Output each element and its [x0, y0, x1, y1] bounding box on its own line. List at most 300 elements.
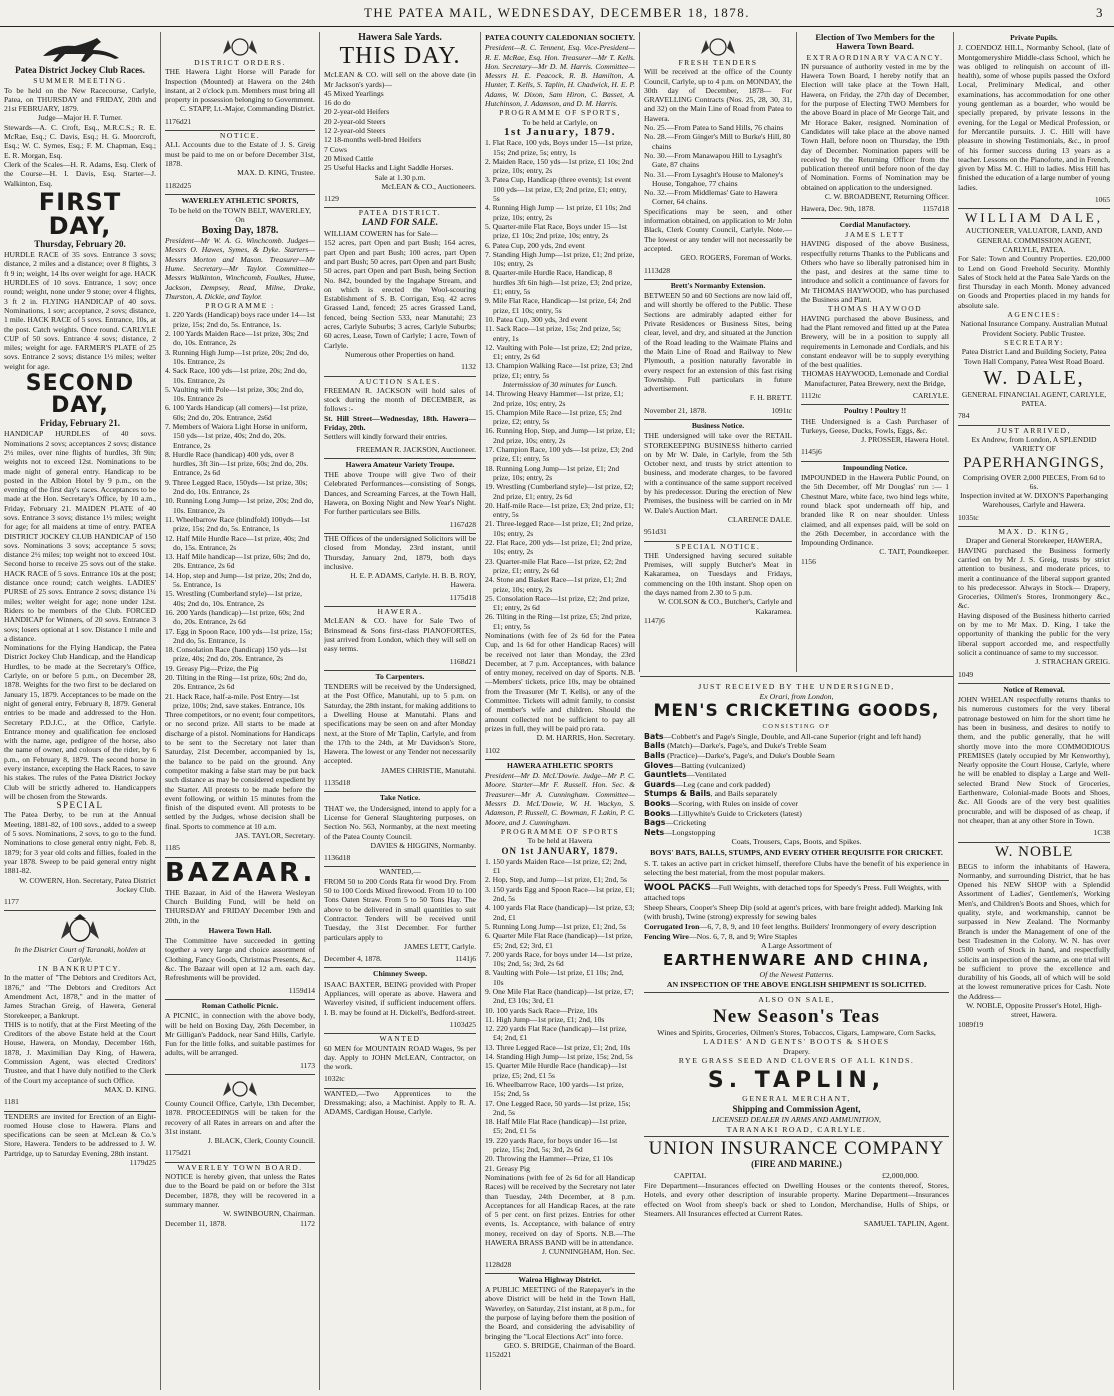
cricket-item-detail: —Cobbett's and Page's Single, Double, and All-cane Superior (right and left hand) — [663, 731, 921, 741]
cricket-item — [644, 741, 949, 751]
cricket-item-detail: —Lillywhite's Guide to Cricketers (latest) — [670, 808, 802, 818]
cricket-item-detail: (Match)—Darke's, Page's, and Duke's Treble Seam — [665, 741, 827, 751]
list-item: 20. Half-mile Race—1st prize, £3; 2nd prize, £1; entry, 5s — [485, 500, 634, 520]
solicitors-text: THE Offices of the undersigned Solicitors will be closed from Monday, 23rd instant, until Thursday, January 2nd, 1879, both days inclusive. — [324, 533, 476, 571]
solicitors-signature: H. E. P. ADAMS, Carlyle. H. B. B. ROY, Hawera. — [350, 571, 476, 590]
cricket-item — [644, 761, 949, 771]
fire-marine: (FIRE AND MARINE.) — [751, 1159, 842, 1170]
general-merchant: GENERAL MERCHANT, — [742, 1094, 851, 1103]
agencies-text: National Insurance Company. Australian Mutual Provident Society. Public Trustee. — [960, 319, 1108, 338]
wanted-signature: JAMES LETT, Carlyle. — [404, 941, 476, 951]
bankruptcy-title: IN BANKRUPTCY. — [38, 964, 122, 974]
ref-1132: 1132 — [324, 359, 476, 376]
william-dale-sub: AUCTIONEER, VALUATOR, LAND, AND GENERAL COMMISSION AGENT, CARLYLE, PATEA. — [965, 226, 1103, 254]
cricket-item — [644, 818, 949, 828]
column-rule — [639, 32, 640, 672]
ref-1172: 1172 — [300, 1218, 315, 1228]
auction-text: FREEMAN R. JACKSON will hold sales of stock during the month of DECEMBER, as follows :- — [324, 385, 476, 414]
pianoforte-text: McLEAN & CO. have for Sale Two of Brinsmead & Sons first-class PIANOFORTES, just arrived from London, which they will sell on easy terms. — [324, 616, 476, 654]
list-item: 2. Maiden Race, 150 yds—1st prize, £1 10s; 2nd prize, 10s; entry, 2s — [485, 156, 634, 176]
caledonian-programme-list-2 — [485, 389, 635, 631]
max-king-sub: Draper and General Storekeeper, HAWERA, — [965, 536, 1103, 546]
secretary-title: SECRETARY: — [1004, 337, 1064, 347]
haywood-name: THOMAS HAYWOOD — [827, 304, 923, 314]
ref-1112: 1112tc — [801, 390, 822, 400]
ref-1181: 1181 — [4, 1094, 156, 1111]
ref-1167: 1167d28 — [324, 517, 476, 534]
brett-signature: F. H. BRETT. — [749, 393, 792, 403]
list-item: 14. Throwing Heavy Hammer—1st prize, £1; 2nd prize, 10s; entry, 2s — [485, 389, 624, 408]
auction-title: AUCTION SALES. — [358, 376, 442, 386]
list-item: 16. Running Hop, Step, and Jump—1st prize, £1; 2nd prize, 10s; entry, 2s — [485, 426, 635, 445]
also-on-sale: ALSO ON SALE, — [758, 995, 835, 1005]
list-item: 8. Quarter-mile Hurdle Race, Handicap, 8 hurdles 3ft 6in high—1st prize, £3; 2nd prize, £1; entry, 5s — [485, 268, 632, 297]
caledonian-officers: President—R. C. Tennent, Esq. Vice-President—R. E. McRae, Esq. Hon. Treasurer—Mr T. Kells. Hon. Secretary—Mr D. M. Harris. Committee—Messrs H. E. Peacock, R. B. Hamilton, A. Hunter, T. Kells, S. Taplin, H. Chadwick, H. E. P. Adams, W. Dixon, Sam Hiron, C. Basset, A. Hutchinson, J. Adamson, and D. M. Harris. — [485, 43, 635, 109]
removal-title: Notice of Removal. — [1003, 684, 1065, 694]
greig-signature: J. STRACHAN GREIG. — [1035, 657, 1110, 667]
apprentices-text: WANTED,—Two Apprentices to the Dressmaking; also, a Machinist. Apply to R. A. ADAMS, Cardigan House, Carlyle. — [324, 1088, 476, 1117]
taranaki-road: TARANAKI ROAD, CARLYLE. — [726, 1124, 867, 1134]
ref-1157: 1157d18 — [922, 204, 949, 214]
caledonian-programme-list — [485, 138, 635, 380]
union-text: Fire Department—Insurances effected on Dwelling Houses or the contents thereof, Stores, Hotels, and every other description of insurable property. Marine Department—Insurances effected on Wool from sheep's back or shed to London, Merchandise, Hulls of Ships, or Steamers. All Insurances effected at Current Rates. — [644, 1180, 949, 1219]
page-number: 3 — [1096, 5, 1104, 20]
cricket-item-detail: —Ventilated — [686, 770, 727, 780]
waverley-sports-location: To be held on the TOWN BELT, WAVERLEY, On — [169, 206, 311, 225]
list-item: 19. 220 yards Race, for boys under 16—1st prize, 15s; 2nd, 5s; 3rd, 2s 6d — [485, 1135, 618, 1155]
land-seller: WILLIAM COWERN has for Sale— — [324, 229, 438, 239]
special-notice-text: THE Undersigned having secured suitable Premises, will supply Butcher's Meat in Kakaramea, on Tuesdays and Fridays, commencing on the 10th instant. Shop open on the days named from 2.30 to 5 p.m. — [644, 550, 792, 598]
list-item: 11. High Jump—1st prize, £1; 2nd, 10s — [485, 1014, 605, 1024]
town-board-text: NOTICE is hereby given, that unless the Rates due to the Board be paid on or before the 31st December, 1878, they will be recovered in a summary manner. — [165, 1172, 315, 1209]
list-item: No. 31.—From Lysaght's House to Maloney's House, Tongahoe, 77 chains — [644, 169, 784, 188]
poultry-title: Poultry ! Poultry !! — [843, 406, 907, 416]
list-item: 13. Champion Walking Race—1st prize, £3; 2nd prize, £1; entry, 5s — [485, 361, 633, 380]
wairoa-signature: GEO. S. BRIDGE, Chairman of the Board. — [503, 1340, 635, 1350]
wool-packs-label: WOOL PACKS — [644, 882, 711, 893]
sheep-text: Sheep Shears, Cooper's Sheep Dip (sold at agent's prices, with bare freight added). Marking Ink (with brush), Twine (strong) expressly for sewing bales — [644, 902, 943, 922]
take-notice-text: THAT we, the Undersigned, intend to apply for a License for General Slaughtering purposes, on Section No. 563, Normanby, at the next meeting of the Patea County Council. — [324, 803, 476, 841]
council-signature: J. BLACK, Clerk, County Council. — [207, 1136, 315, 1146]
fresh-tenders-title: FRESH TENDERS — [678, 58, 758, 67]
wool-packs-text: —Full Weights, with detached tops for Speedy's Press. Full Weights, with attached tops — [644, 882, 941, 903]
hawera-nominations: Nominations (with fee of 2s 6d for all Handicap Races) will be received by the Secretary not later than Tuesday, 24th December, at 8 p.m. Acceptances for all Handicap Races, at the rate of 5 per cent. on first prizes. Entries for other events, 1s. Acceptance, with balance of entry money, received on day of Sports. N.B.—The HAWERA BRASS BAND will be in attendance. — [485, 1172, 635, 1247]
column-rule — [796, 32, 797, 672]
royal-crest-icon — [57, 913, 103, 943]
contracts-list — [644, 123, 792, 207]
ref-784: 784 — [958, 408, 1110, 425]
capital-label: CAPITAL — [674, 1170, 707, 1180]
cricket-item-detail: —Leg (cane and cork padded) — [675, 779, 771, 789]
large-assortment: A Large Assortment of — [760, 941, 833, 951]
list-item: 17. Egg in Spoon Race, 100 yds—1st prize, 15s; 2nd do, 5s. Entrance, 1s — [165, 626, 313, 645]
ref-1156: 1156 — [801, 556, 816, 566]
w-dale-title: W. DALE, — [983, 366, 1085, 389]
ref-1032: 1032tc — [324, 1071, 476, 1088]
list-item: 9. Mile Flat Race, Handicap—1st prize, £4; 2nd prize, £1 10s; entry, 5s — [485, 296, 631, 315]
royal-crest-icon — [698, 34, 738, 56]
cricket-item — [644, 809, 949, 819]
ref-1128: 1128d28 — [485, 1257, 635, 1274]
special-signature: W. COWERN, Hon. Secretary, Patea District Jockey Club. — [19, 875, 156, 894]
royal-crest-icon — [220, 1077, 260, 1097]
list-item: 21. Greasy Pig — [485, 1163, 530, 1173]
list-item: No. 28.—From Ginger's Mill to Burke's Hill, 80 chains — [644, 132, 791, 151]
election-text: IN pursuance of authority vested in me by the Hawera Town Board, I hereby notify that an Election will take place at the Town Hall, Hawera, on Friday, the 27th day of December, for the purpose of Electing TWO Members for the above Board in place of Mr George Tait, and Mr Horace Baker, resigned. Nomination of Candidates will take place at the above named Town Hall, before noon on Thursday, the 19th day of December. Nomination papers will be received by the Returning Officer from the publication thereof until before noon of the day of Nomination. Forms of Nomination may be obtained on application to the undersigned. — [801, 61, 949, 192]
union-insurance-title: UNION INSURANCE COMPANY — [648, 1138, 945, 1160]
list-item: 6. Quarter Mile Flat Race (handicap)—1st prize, £5; 2nd, £2; 3rd, £1 — [485, 931, 633, 950]
list-item: 8. Vaulting with Pole—1st prize, £1 10s; 2nd, 10s — [485, 968, 624, 987]
land-items: 152 acres, part Open and part Bush; 164 acres, part Open and part Bush; 100 acres, part Open and part Bush; 50 acres, part Open and part Bush; 50 acres, part Open and part Bush, being Section No. 842, bounded by the Ingahape Stream, and on which is erected the Wool-scouring Establishment of S. B. Corrigan, Esq. 42 acres Grassed Land, fenced; 25 acres Grassed Land, fenced, being Section 533, near Manutahi; 23 acres, Carlyle Suburbs; 3 acres, Carlyle Suburbs; 60 acres, Lease, Town of Carlyle; 1 acre, Town of Carlyle. — [324, 238, 476, 350]
wanted-text: FROM 50 to 200 Cords Rata fir wood Dry. From 50 to 100 Cords Mixed firewood. From 10 to 100 Tons Oaten Straw. From 5 to 50 Tons Hay. The above to be delivered in small quantities to suit Contractor. Tenders will be received until Tuesday, the 31st December. For further particulars apply to — [324, 876, 476, 942]
shipping-agent: Shipping and Commission Agent, — [732, 1103, 861, 1114]
notice-text: ALL Accounts due to the Estate of J. S. Greig must be paid to me on or before December 31st, 1878. — [165, 140, 315, 168]
list-item: 15. Quarter Mile Hurdle Race (handicap)—1st prize, £5; 2nd, £1 5s — [485, 1061, 627, 1080]
masthead-title: THE PATEA MAIL, WEDNESDAY, DECEMBER 18, 1878. — [363, 5, 751, 20]
cricket-item-name: Nets — [644, 827, 665, 837]
royal-crest-icon — [220, 34, 260, 56]
chimney-title: Chimney Sweep. — [372, 969, 427, 979]
w-dale-sub: GENERAL FINANCIAL AGENT, CARLYLE, PATEA. — [961, 389, 1107, 409]
troupe-text: THE above Troupe will give Two of their Celebrated Performances—consisting of Songs, Dances, and Screaming Farces, at the Town Hall, Hawera, on Boxing Night and New Year's Night. For further particulars see Bills. — [324, 470, 476, 517]
cricket-item-name: Bags — [644, 818, 666, 828]
tenders-more: Specifications may be seen, and other information obtained, on application to Mr John Black, Clerk County Council, Carlyle. Note.—The lowest or any tender will not necessarily be accepted. — [644, 206, 792, 253]
pupils-text: J. COENDOZ HILL, Normanby School, (late of Montgomeryshire Middle-class School, which he was obliged to relinquish on account of ill-health), some of whose pupils passed the Oxford Local, Preliminary Medical, and other examinations, has accommodation for one other young gentleman as a boarder, who would be specially prepared, by private lessons in the evening, for the Legal or Medical Profession, or for Mercantile pursuits. J. C. Hill will have pleasure in showing Testimonials, &c., in proof of his former success during 13 years as a teacher. Lessons on the Pianoforte, and in French, given by Miss M. C. Hill to ladies. Miss Hill has finished the education of a large number of young ladies. — [958, 43, 1110, 192]
sale-yards-text: McLEAN & CO. will sell on the above date (in Mr Jackson's yards)— — [324, 70, 476, 89]
bazaar-details: The Committee have succeeded in getting together a very large and choice assortment of Clothing, Fancy Goods, Christmas Presents, &c., &c. The Bazaar will open at 12 a.m. each day. Refreshments will be provided. — [165, 936, 315, 983]
hawera-programme-list — [485, 857, 635, 1173]
bazaar-hall: Hawera Town Hall. — [208, 925, 272, 935]
section-rule — [640, 676, 953, 677]
wanted-men-text: 60 MEN for MOUNTAIN ROAD Wages, 9s per day. Apply to JOHN McLEAN, Contractor, on the work. — [324, 1043, 476, 1072]
court-title: In the District Court of Taranaki, holden at Carlyle. — [14, 945, 146, 964]
meeting-title: SUMMER MEETING. — [33, 76, 127, 86]
list-item: 26. Tilting in the Ring—1st prize, £5; 2nd prize, £1; entry, 5s — [485, 612, 632, 631]
ref-1147: 1147j6 — [644, 615, 665, 625]
cricket-item — [644, 732, 949, 742]
special-title: SPECIAL — [56, 800, 104, 811]
paperhangings-text: Inspection invited at W. DIXON'S Paperhanging Warehouses, Carlyle and Hawera. — [960, 491, 1108, 510]
district-orders-text: THE Hawera Light Horse will Parade for Inspection (Mounted) at Hawera on the 24th instant, at 2 o'clock p.m. Members must bring all property in possession belonging to Government. — [165, 67, 315, 105]
consisting-of: CONSISTING OF — [762, 723, 831, 731]
boots-shoes: LADIES' AND GENTS' BOOTS & SHOES — [703, 1037, 890, 1047]
ref-1113: 1113d28 — [644, 263, 792, 280]
column-7 — [958, 32, 1110, 1390]
house-tenders: TENDERS are invited for Erection of an Eight-roomed House close to Hawera. Plans and specifications can be seen at McLean & Co.'s Store, Hawera. Tenders to be addressed to J. W. Partridge, up to Saturday Evening, 28th instant. — [4, 1111, 156, 1158]
cricket-item — [644, 828, 949, 838]
earthenware-title: EARTHENWARE AND CHINA, — [663, 950, 930, 969]
ref-1175: 1175d21 — [165, 1145, 315, 1162]
received-ship: Ex Orari, from London, — [759, 691, 834, 701]
ref-1141: 1141j6 — [455, 954, 476, 964]
ref-1173: 1173 — [165, 1058, 315, 1075]
column-1 — [4, 32, 156, 1390]
list-item: 24. Stone and Basket Race—1st prize, £1; 2nd prize, 10s; entry, 2s — [485, 575, 627, 594]
list-item: 14. Standing High Jump—1st prize, 15s; 2nd, 5s — [485, 1052, 633, 1062]
cricket-coats: Coats, Trousers, Caps, Boots, and Spikes. — [731, 837, 862, 847]
cricket-item-detail: , and Bails separately — [710, 789, 778, 799]
max-king-title: MAX. D. KING, — [998, 527, 1070, 537]
caledonian-title: PATEA COUNTY CALEDONIAN SOCIETY. — [485, 33, 635, 42]
just-arrived-title: JUST ARRIVED, — [997, 425, 1071, 435]
boxing-day: Boxing Day, 1878. — [201, 224, 279, 236]
sale-time: Sale at 1.30 p.m. — [374, 172, 426, 182]
list-item: 2. Hop, Step, and Jump—1st prize, £1; 2nd, 5s — [485, 875, 627, 885]
inspection-solicited: AN INSPECTION OF THE ABOVE ENGLISH SHIPMENT IS SOLICITED. — [666, 980, 927, 990]
column-rule — [160, 32, 161, 1390]
cricket-item — [644, 799, 949, 809]
cordial-text: HAVING disposed of the above Business, respectfully returns Thanks to the Publicans and Others who have so liberally patronised him in the past, and desires at the same time to introduce and solicit a continuance of favors for Mr THOMAS HAYWOOD, who has purchased the Business and Plant. — [801, 239, 949, 305]
brett-date: November 21, 1878. — [644, 405, 707, 415]
cricket-item-detail: —Scoring, with Rules on inside of cover — [670, 798, 799, 808]
bazaar-title: BAZAAR. — [165, 857, 315, 888]
capital-value: £2,000,000. — [881, 1170, 919, 1180]
greig-text: Having disposed of the Business hitherto carried on by me to Mr Max. D. King, I take the opportunity of thanking the public for the very liberal support accorded me, and respectfully solicit a continuance of same to my successor. — [958, 610, 1110, 657]
list-item: 45 Mixed Yearlings — [324, 88, 384, 98]
list-item: 25 Useful Hacks and Light Saddle Horses. — [324, 163, 454, 173]
second-day-title: SECOND DAY, — [25, 371, 135, 419]
impound-text: IMPOUNDED in the Hawera Public Pound, on the 5th December, off Mr Douglas' run :— 1 Chestnut Mare, white face, two hind legs white, round black spot underneath off hip, and branded like R on near shoulder. Unless claimed, and all expenses paid, will be sold on the 26th December, in accordance with the Impounding Ordinance. — [801, 473, 949, 548]
ref-1089: 1089f19 — [958, 1019, 984, 1029]
land-for-sale-title: LAND FOR SALE. — [361, 217, 439, 228]
union-agent: SAMUEL TAPLIN, Agent. — [863, 1218, 949, 1228]
list-item: 20 2-year-old Steers — [324, 116, 386, 126]
rye-grass: RYE GRASS SEED AND CLOVERS OF ALL KINDS. — [678, 1056, 915, 1066]
pupils-title: Private Pupils. — [1010, 33, 1058, 42]
wanted-date: December 4, 1878. — [324, 954, 382, 964]
caledonian-programme-title: PROGRAMME OF SPORTS, — [499, 108, 621, 118]
carpenters-text: TENDERS will be received by the Undersigned, at the Post Office, Manutahi, up to 5 p.m. on Saturday, the 28th instant, for making additions to a Dwelling House at Manutahi. Plans and specifications may be seen on and after Monday next, at the Store of Mr Taplin, Carlyle, and from the 17th to the 24th, at Mr Davidson's Store, Hawera. The lowest or any Tender not necessarily accepted. — [324, 682, 476, 766]
race-intro: To be held on the New Racecourse, Carlyle, Patea, on THURSDAY and FRIDAY, 20th and 21st FEBRUARY, 1879. — [4, 85, 156, 114]
cordial-name: JAMES LETT — [845, 229, 905, 239]
list-item: 7. Standing High Jump—1st prize, £1; 2nd prize, 10s; entry, 2s — [485, 249, 635, 269]
club-title: Patea District Jockey Club Races. — [15, 65, 145, 75]
list-item: 16. Wheelbarrow Race, 100 yards—1st prize, 15s; 2nd, 5s — [485, 1079, 624, 1099]
caledonian-nominations: Nominations (with fee of 2s 6d for the Patea Cup, and 1s 6d for other Handicap Races) will be received not later than Monday, the 23rd December, at 7 p.m. Acceptances, with balance of entry money, received on day of Sports. N.B.—Members' tickets, price 10s, may be obtained from the Treasurer (Mr T. Kells), or any of the Committee. Tickets will admit family, to consist of member's wife and children. Should the amount collected not be sufficient to pay all prizes in full, they will be paid pro rata. — [485, 631, 635, 733]
chimney-text: ISAAC BAXTER, BEING provided with Proper Appliances, will operate as above. Hawera and Waverley visited, if sufficient inducement offers. I. B. may be found at H. Dickell's, Bedford-street. — [324, 979, 476, 1017]
list-item: 7. 200 yards Race, for boys under 14—1st prize, 10s; 2nd, 5s; 3rd, 2s 6d — [485, 949, 633, 969]
bankruptcy-text: In the matter of "The Debtors and Creditors Act, 1876," and "The Debtors and Creditors Act Amendment Act, 1878," and in the matter of James Strachan Greig, of Hawera, General Storekeeper, a Bankrupt. — [4, 973, 156, 1020]
list-item: 5. Quarter-mile Flat Race, Boys under 15—1st prize, £1 10s; 2nd prize, 10s; entry, 2s — [485, 221, 627, 241]
masthead — [0, 0, 1114, 27]
caledonian-date: 1st January, 1879. — [504, 125, 616, 138]
ref-1038: 1C38 — [958, 825, 1110, 842]
ref-1035: 1035tc — [958, 510, 1110, 527]
noble-signature: W. NOBLE, Opposite Prosser's Hotel, High-street, Hawera. — [966, 1001, 1102, 1020]
business-notice-title: Business Notice. — [691, 420, 745, 430]
ref-1168: 1168d21 — [324, 654, 476, 671]
secretary-text: Patea District Land and Building Society, Patea Town Hall Company, Patea West Road Board. — [961, 347, 1107, 366]
hawera-sports-officers: President—Mr D. McL'Dowie. Judge—Mr P. C. Moore. Starter—Mr F. Russell. Hon. Sec. & Treasurer—Mr A. Cunningham. Committee—Messrs D. McL'Dowie, W. H. Wackyn, S. Adamson, P. Russell, C. Bowman, F. Lakin, P. C. Moore, and J. Cunningham. — [485, 771, 635, 827]
taplin-note: S. T. takes an active part in cricket himself, therefore Clubs have the benefit of his experience in selecting the best material, from the most popular makers. — [644, 858, 949, 878]
list-item: 17. Champion Race, 100 yds—1st prize, £3; 2nd prize, £1; entry, 5s — [485, 445, 634, 464]
cricket-item-detail: —Longstopping — [664, 827, 716, 837]
cricket-item — [644, 770, 949, 780]
land-more: Numerous other Properties on hand. — [345, 349, 455, 359]
list-item: 3. Running High Jump—1st prize, 20s; 2nd do, 10s. Entrance, 2s — [165, 347, 309, 366]
list-item: 12 2-year-old Steers — [324, 126, 386, 136]
list-item: 23. Quarter-mile Flat Race—1st prize, £2; 2nd prize, £1; entry, 2s 6d — [485, 556, 627, 575]
list-item: 18. Half Mile Flat Race (handicap)—1st prize, £5; 2nd, £1 5s — [485, 1117, 627, 1136]
sale-yards-signature: McLEAN & CO., Auctioneers. — [381, 181, 476, 191]
paperhangings-sub: Comprising OVER 2,000 PIECES, From 6d to 6s. — [962, 472, 1106, 491]
carpenters-title: To Carpenters. — [375, 671, 425, 681]
this-day-title: THIS DAY. — [339, 43, 461, 70]
list-item: 21. Three-legged Race—1st prize, £1; 2nd prize, 10s; entry, 2s — [485, 519, 634, 538]
race-nominations: Nominations for the Flying Handicap, the Patea District Jockey Club Handicap, and the Handicap Hurdles, to be made at the Secretary's Office, Carlyle, on or before 5 p.m., on December 28, 1878. Weights for the two first to be declared on January 15, 1879. Acceptances to be made on the night of general entry, February 8, 1879. General entries to be made and addressed to the Hon. Secretary P.D.J.C., at the Office, Carlyle. Entrance money and qualification fee enclosed with the name, age, pedigree of the horse, also the name of owner, and colours of the rider, by 6 p.m., on February 8, 1879. The second horse in every instance, excepting the Hack Races, to save his stakes. The rules of the Patea District Jockey Club will be strictly adhered to. Handicappers will be chosen from the Stewards. — [4, 643, 156, 801]
boys-cricket: BOYS' BATS, BALLS, STUMPS, AND EVERY OTHER REQUISITE FOR CRICKET. — [650, 847, 943, 857]
list-item: 10. Patea Cup, 300 yds, 3rd event — [485, 314, 588, 324]
list-item: 1. 150 yards Maiden Race—1st prize, £2; 2nd, £1 — [485, 856, 627, 876]
fresh-tenders-text: Will be received at the office of the County Council, Carlyle, up to 4 p.m. on MONDAY, the 30th day of December, 1878— For GRAVELLING Contracts (Nos. 25, 28, 30, 31, and 32) on the Main Line of Road from Patea to Hawera. — [644, 67, 792, 123]
list-item: 20 Mixed Cattle — [324, 153, 374, 163]
sports-officers: President—Mr W. A. G. Winchcomb. Judges—Messrs O. Hawes, Symes, & Dyke. Starters—Messrs Morton and Mason. Treasurer—Mr Hume. Secretary—Mr Taylor. Committee—Messrs Walkinton, Winchcomb, Foulkes, Hume, Jackson, Dempsey, Read, Milne, Drake, Thurston, A. Dickie, and Taylor. — [165, 236, 315, 301]
auction-more: Settlers will kindly forward their entries. — [324, 432, 448, 442]
ref-1179: 1179d25 — [129, 1157, 156, 1167]
column-2 — [165, 32, 315, 1390]
ref-1091: 1091tc — [771, 405, 792, 415]
trustee-notice: THIS is to notify, that at the First Meeting of the Creditors of the above Estate held at the Court House, Hawera, on Monday, December 16th, 1878, J. Maximilian Day King, of Hawera, Commission Agent, was elected Creditors' Trustee, and that I have duly notified to the Clerk of the Court my acceptance of such Office. — [4, 1019, 156, 1085]
list-item: 3. Patea Cup, Handicap (three events); 1st event 100 yds—1st prize, £3; 2nd prize, £1; entry, 5s — [485, 175, 632, 204]
ref-1185: 1185 — [165, 840, 315, 857]
carpenters-signature: JAMES CHRISTIE, Manutahi. — [381, 765, 476, 775]
caledonian-held: To be held at Carlyle, on — [522, 117, 598, 127]
cricket-item-name: Balls — [644, 741, 666, 751]
list-item: 19. Greasy Pig—Prize, the Pig — [165, 663, 259, 673]
ref-1136: 1136d18 — [324, 850, 476, 867]
list-item: 12 18-months well-bred Heifers — [324, 135, 422, 145]
ref-1103: 1103d25 — [324, 1017, 476, 1034]
just-arrived-sub: Ex Andrew, from London, A SPLENDID VARIETY OF — [971, 434, 1097, 454]
noble-title: W. NOBLE — [994, 843, 1074, 860]
list-item: 20. Tilting in the Ring—1st prize, 60s; 2nd do, 20s. Entrance, 2s 6d — [165, 673, 307, 692]
taplin-advertisement — [644, 682, 949, 1390]
racehorse-icon — [35, 34, 125, 64]
list-item: No. 25.—From Patea to Sand Hills, 76 chains — [644, 123, 784, 133]
race-clerk: Clerk of the Scales—H. R. Adams, Esq. Clerk of the Course—H. I. Davis, Esq. Starter—J. Walkinton, Esq. — [4, 159, 156, 188]
earthenware-patterns: Of the Newest Patterns. — [759, 969, 834, 979]
first-day-races: HURDLE RACE of 35 sovs. Entrance 3 sovs; distance, 2 miles and a distance; over 8 flights, 3 ft 9 in; weight, 14 lbs over weight for age. HACK HURDLES of 10 sovs. Entrance, 1 sov; once round; weight, none under 9 stone; over 4 flights, 3 ft 2 in. FLYING HANDICAP of 40 sovs. Nominations, 1 sov; acceptance, 2 sovs; distance, 1 mile. HACK RACE of 5 sovs. Entrance, 10s, at the post. Catch weights. Once round. CARLYLE CUP of 50 sovs. Entrance 4 sovs; distance, 2 miles; weight for age. FARMER'S PLATE of 25 sovs. Entrance 2 sovs; distance 1½ miles; welter weight for age. — [4, 250, 156, 371]
special-text: The Patea Derby, to be run at the Annual Meeting, 1881-82, of 100 sovs., added to a sweep of 5 sovs. Nominations, 2 sovs, to go to the fund. Nominations to close general entry night, Feb. 8, 1879; for 3 year old colts and fillies, foaled in the year 1878. Sweep to be paid general entry night 1881-82. — [4, 810, 156, 876]
auction-signature: FREEMAN R. JACKSON, Auctioneer. — [324, 442, 476, 459]
list-item: 3. 150 yards Egg and Spoon Race—1st prize, £1; 2nd, 5s — [485, 884, 635, 904]
hawera-programme-title: PROGRAMME OF SPORTS — [500, 826, 620, 836]
column-6 — [801, 32, 949, 672]
impound-title: Impounding Notice. — [842, 462, 908, 472]
sports-conditions: Three competitors, or no event; four competitors, or no second prize. All starts to be made at discharge of a pistol. Nominations for Handicaps to be sent to the Secretary not later than Saturday, 21st December, accompanied by 1s, the balance to be paid on the ground. Any competitor making a false start may be put back such distance as may be considered expedient by the Starter. All protests to be made before the event following, or within 15 minutes from the finish of the disputed event. All protests to be settled by the Judges, whose decision shall be final. Sports to commence at 10 a.m. — [165, 710, 315, 831]
ref-1049: 1049 — [958, 667, 1110, 684]
list-item: 12. Vaulting with Pole—1st prize, £2; 2nd prize, £1; entry, 2s 6d — [485, 342, 633, 362]
ref-1129: 1129 — [324, 191, 476, 208]
list-item: 18. Running Long Jump—1st prize, £1; 2nd prize, 10s; entry, 2s — [485, 463, 620, 482]
list-item: 11. Wheelbarrow Race (blindfold) 100yds—1st prize, 15s; 2nd do, 5s. Entrance, 1s — [165, 514, 310, 534]
ref-1182: 1182d25 — [165, 178, 315, 195]
notice-title: NOTICE. — [219, 131, 261, 141]
town-board-signature: W. SWINBOURN, Chairman. — [223, 1209, 315, 1219]
first-day-date: Thursday, February 20. — [34, 238, 126, 249]
picnic-title: Roman Catholic Picnic. — [201, 1000, 279, 1010]
taplin-name: S. TAPLIN, — [707, 1068, 886, 1093]
cricket-items-list — [644, 732, 949, 838]
cricket-item — [644, 751, 949, 761]
caledonian-signature: D. M. HARRIS, Hon. Secretary. — [536, 733, 635, 743]
wairoa-text: A PUBLIC MEETING of the Ratepayer's in the above District will be held in the Town Hall, Waverley, on Saturday, 21st instant, at 8 p.m., for the purpose of laying before them the position of the Board, and considering the advisability of bringing the "Local Elections Act" into force. — [485, 1285, 635, 1341]
removal-text: JOHN WHELAN respectfully returns thanks to his numerous customers for the very liberal patronage bestowed on him for the short time he has been in business, and desires to notify to them, and the public generally, that he will shortly move into the more COMMODIOUS PREMISES (lately occupied by Mr Kenworthy), Nearly opposite the Court House, Carlyle, where he will be enabled to display a Large and Well-selected Brand New Stock of Groceries, Earthenware, Colonial-made Boots and Shoes, &c. All Goods are of the very best qualities procurable, and will be disposed of as cheap, if not cheaper, than at any other Store in Town. — [958, 695, 1110, 825]
special-notice-title: SPECIAL NOTICE. — [675, 541, 761, 551]
list-item: 4. Running High Jump — 1st prize, £1 10s; 2nd prize, 10s; entry, 2s — [485, 203, 631, 222]
list-item: 16 do do — [324, 98, 351, 108]
william-dale-text: For Sale: Town and Country Properties. £20,000 to Lend on Good Freehold Security. Monthly Sales of Stock held at the Patea Sale Yards on the first Thursday in each Month. Money advanced on Goods and Properties placed in my hands for absolute sale. — [958, 254, 1110, 310]
council-notice: County Council Office, Carlyle, 13th December, 1878. PROCEEDINGS will be taken for the recovery of all Rates in arrears on and after the 31st instant. — [165, 1098, 315, 1136]
ref-1159: 1159d14 — [165, 983, 315, 1000]
cricket-item-name: Balls — [644, 750, 666, 760]
list-item: 19. Wrestling (Cumberland style)—1st prize, £2; 2nd prize, £1; entry, 2s 6d — [485, 482, 634, 501]
list-item: 4. Sack Race, 100 yds—1st prize, 20s; 2nd do, 10s. Entrance, 2s — [165, 366, 307, 385]
agencies-title: AGENCIES: — [1007, 310, 1061, 320]
cricket-item-name: Books — [644, 808, 671, 818]
fencing-text: —Nos. 6, 7, 8, and 9; Wire Staples — [688, 931, 798, 941]
ref-1135: 1135d18 — [324, 775, 476, 792]
hawera-title: HAWERA. — [377, 607, 423, 617]
ref-1177: 1177 — [4, 894, 156, 911]
cricket-item-name: Gloves — [644, 760, 674, 770]
list-item: 17. One Legged Race, 50 yards—1st prize, 15s; 2nd, 5s — [485, 1098, 631, 1117]
wanted-title: WANTED,— — [379, 867, 421, 877]
max-king-text: HAVING purchased the Business formerly carried on by Mr J. S. Greig, trusts by strict attention to business, and moderate prices, to merit a continuance of the liberal support granted to his predecessor. Always in Stock— Drapery, Groceries, Oilmen's Stores, Ironmongery &c., &c. — [958, 545, 1110, 611]
list-item: 12. Half Mile Hurdle Race—1st prize, 40s; 2nd do, 15s. Entrance, 2s — [165, 533, 310, 552]
bazaar-text: THE Bazaar, in Aid of the Hawera Wesleyan Church Building Fund, will be held on THURSDAY and FRIDAY December 19th and 20th, in the — [165, 887, 315, 925]
list-item: 20. Throwing the Hammer—Prize, £1 10s — [485, 1154, 613, 1164]
list-item: 10. Running Long Jump—1st prize, 20s; 2nd do, 10s. Entrance, 2s — [165, 496, 314, 515]
list-item: 4. 100 yards Flat Race (handicap)—1st prize, £3; 2nd, £1 — [485, 903, 635, 922]
william-dale-title: WILLIAM DALE, — [965, 210, 1103, 226]
take-notice-title: Take Notice. — [379, 793, 421, 803]
list-item: 1. 220 Yards (Handicap) boys race under 14—1st prize, 15s; 2nd do, 5s. Entrance, 1s. — [165, 310, 315, 329]
poultry-text: THE Undersigned is a Cash Purchaser of Turkeys, Geese, Ducks, Fowls, Eggs, &c. — [801, 416, 949, 435]
column-rule — [953, 32, 954, 1390]
licensed-dealer: LICENSED DEALER IN ARMS AND AMMUNITION, — [712, 1115, 881, 1125]
ref-1175b: 1175d18 — [324, 590, 476, 607]
list-item: No. 30.—From Manawapou Hill to Lysaght's Gate, 87 chains — [644, 150, 782, 170]
list-item: 25. Consolation Race—1st prize, £2; 2nd prize, £1; entry, 2s 6d — [485, 593, 630, 613]
impound-signature: C. TAIT, Poundkeeper. — [879, 547, 949, 557]
list-item: 5. Vaulting with Pole—1st prize, 30s; 2nd do, 10s. Entrance 2s — [165, 384, 304, 404]
noble-text: BEGS to inform the inhabitants of Hawera, Normanby, and surrounding District, that he has Opened his NEW SHOP with a Splendid Assortment of Ladies', Gentlemen's, Working Men's, and Children's Boots and Shoes, which for quality, style, and workmanship, cannot be surpassed in New Zealand. The Normanby Branch is under the Management of one of the best Tradesmen in the Colony. W. N. has over £500 worth of Stock in hand, and respectfully solicits an inspection of the same, as one trial will be sufficient to prove the excellence and durability of his Goods, all of which will be sold at the lowest remunerative prices for Cash. Note the Address— — [958, 861, 1110, 1001]
election-title: Election of Two Members for the Hawera Town Board. — [815, 32, 935, 52]
business-notice-text: THE undersigned will take over the RETAIL STOREKEEPING BUSINESS hitherto carried on by Mr W. Dale, in Carlyle, from the 5th October next, and trusts by strict attention to business, and moderate charges, to be favored with a continuance of the same support received by his predecessor. During the erection of New Premises, the business will be carried on in Mr W. Dale's Auction Mart. — [644, 431, 792, 515]
column-4 — [485, 32, 635, 1390]
town-board-title: WAVERLEY TOWN BOARD. — [177, 1162, 303, 1172]
land-district: PATEA DISTRICT. — [358, 208, 442, 218]
district-orders-signature: C. STAPP, Lt.-Major, Commanding District. — [179, 104, 315, 114]
cricket-item-detail: —Cricketing — [665, 818, 707, 828]
special-notice-signature: W. COLSON & CO., Butcher's, Carlyle and Kakaramea. — [658, 597, 792, 616]
ref-1176: 1176d21 — [165, 114, 315, 131]
cricket-item-name: Bats — [644, 731, 664, 741]
hawera-held: To be held at Hawera — [527, 836, 593, 846]
list-item: 10. 100 yards Sack Race—Prize, 10s — [485, 1005, 598, 1015]
waverley-sports-title: WAVERLEY ATHLETIC SPORTS, — [181, 195, 299, 205]
list-item: 9. One Mile Flat Race (handicap)—1st prize, £7; 2nd, £3 10s; 3rd, £1 — [485, 986, 634, 1006]
list-item: 18. Consolation Race (handicap) 150 yds—1st prize, 40s; 2nd do, 20s. Entrance, 2s — [165, 645, 307, 664]
paperhangings-title: PAPERHANGINGS, — [963, 454, 1105, 471]
wairoa-title: Wairoa Highway District. — [518, 1274, 602, 1284]
cricket-item-detail: —Batting (vulcanized) — [673, 760, 746, 770]
sale-yards-title: Hawera Sale Yards. — [358, 32, 442, 43]
fencing-label: Fencing Wire — [644, 931, 689, 941]
lunch-interval: Intermission of 30 minutes for Lunch. — [502, 379, 618, 389]
hawera-sports-title: HAWERA ATHLETIC SPORTS — [507, 760, 613, 770]
